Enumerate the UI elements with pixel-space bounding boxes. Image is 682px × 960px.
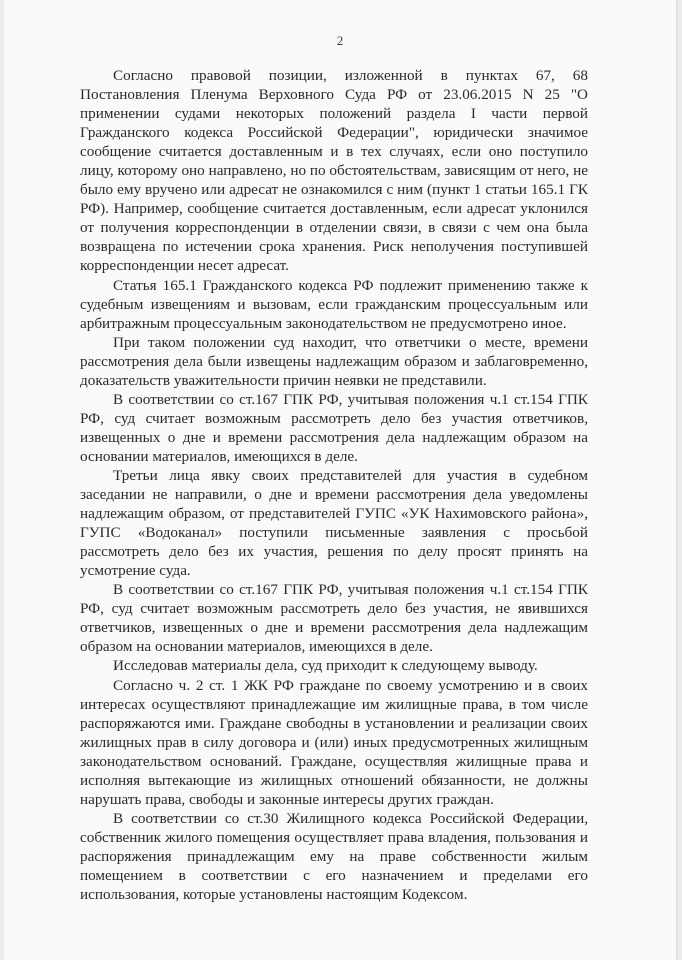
document-page [4,0,676,960]
paragraph-housing-code-art1: Согласно ч. 2 ст. 1 ЖК РФ граждане по своему усмотрению и в своих интересах осуществляют принадлежащие им жилищные права, в том числе распоряжаются ими. Граждане свободны в установлении и реализации своих жилищных прав в силу договора и (или) иных предусмотренных жилищным законодательством оснований. Граждане, осуществляя жилищные права и исполняя вытекающие из жилищных отношений обязанности, не должны нарушать права, свободы и законные интересы других граждан. [80,676,588,808]
paragraph-defendants-notified: При таком положении суд находит, что ответчики о месте, времени рассмотрения дела были извещены надлежащим образом и заблаговременно, доказательств уважительности причин неявки не представили. [80,333,588,389]
paragraph-third-parties: Третьи лица явку своих представителей для участия в судебном заседании не направили, о дне и времени рассмотрения дела уведомлены надлежащим образом, от представителей ГУПС «УК Нахимовского района», ГУПС «Водоканал» поступили письменные заявления с просьбой рассмотреть дело без их участия, решения по делу просят принять на усмотрение суда. [80,466,588,580]
paragraph-housing-code-art30: В соответствии со ст.30 Жилищного кодекса Российской Федерации, собственник жилого помещения осуществляет права владения, пользования и распоряжения принадлежащим ему на праве собственности жилым помещением в соответствии с его назначением и пределами его использования, которые установлены настоящим Кодексом. [80,809,588,904]
page-number: 2 [336,33,344,48]
paragraph-trial-without-absent-defendants: В соответствии со ст.167 ГПК РФ, учитывая положения ч.1 ст.154 ГПК РФ, суд считает возможным рассмотреть дело без участия, не явившихся ответчиков, извещенных о дне и времени рассмотрения дела надлежащим образом на основании материалов, имеющихся в деле. [80,581,588,656]
document-body [80,66,588,904]
paragraph-notice-rules: Согласно правовой позиции, изложенной в пунктах 67, 68 Постановления Пленума Верховного Суда РФ от 23.06.2015 N 25 "О применении судами некоторых положений раздела I части первой Гражданского кодекса Российской Федерации", юридически значимое сообщение считается доставленным и в тех случаях, если оно поступило лицу, которому оно направлено, но по обстоятельствам, зависящим от него, не было ему вручено или адресат не ознакомился с ним (пункт 1 статьи 165.1 ГК РФ). Например, сообщение считается доставленным, если адресат уклонился от получения корреспонденции в отделении связи, в связи с чем она была возвращена по истечении срока хранения. Риск неполучения поступившей корреспонденции несет адресат. [80,67,588,275]
paragraph-article-165-1: Статья 165.1 Гражданского кодекса РФ подлежит применению также к судебным извещениям и вызовам, если гражданским процессуальным или арбитражным процессуальным законодательством не предусмотрено иное. [80,276,588,332]
paragraph-trial-without-defendants: В соответствии со ст.167 ГПК РФ, учитывая положения ч.1 ст.154 ГПК РФ, суд считает возможным рассмотреть дело без участия ответчиков, извещенных о дне и времени рассмотрения дела надлежащим образом на основании материалов, имеющихся в деле. [80,390,588,465]
paragraph-court-conclusion: Исследовав материалы дела, суд приходит к следующему выводу. [113,657,538,675]
